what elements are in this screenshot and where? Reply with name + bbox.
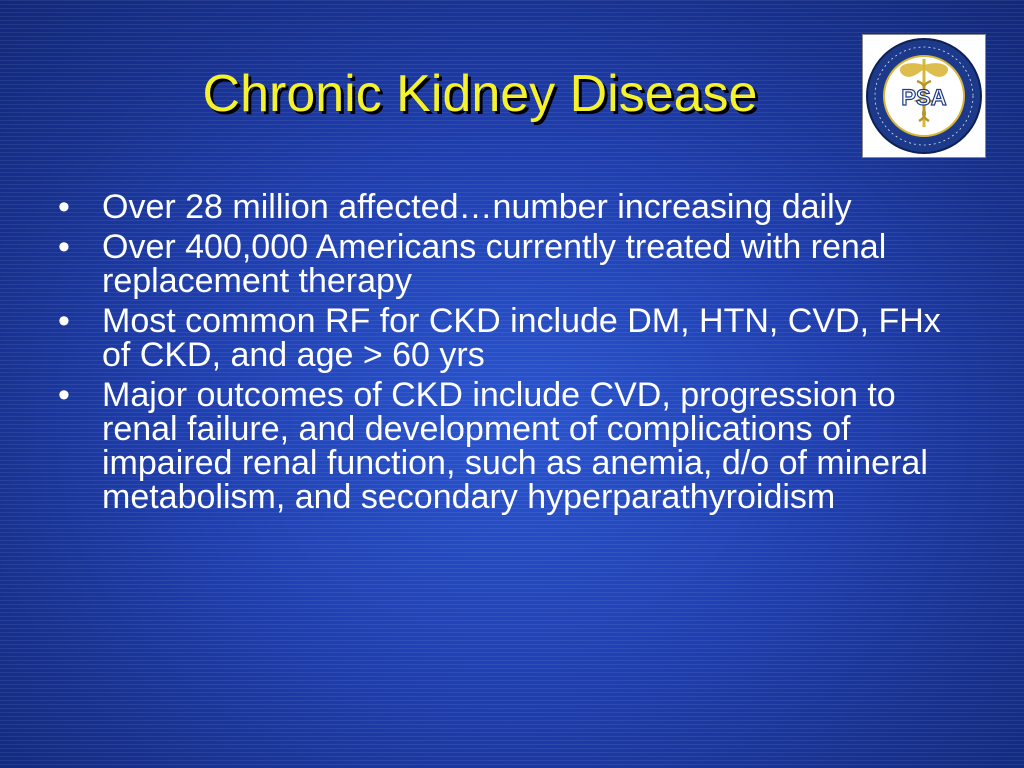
slide-title: Chronic Kidney Disease [202,65,758,123]
bullet-item [58,304,978,372]
bullet-marker: • [58,302,70,340]
bullet-text: Most common RF for CKD include DM, HTN, CVD, FHx of CKD, and age > 60 yrs [102,302,941,374]
bullet-text: Major outcomes of CKD include CVD, progression to renal failure, and development of complications of impaired renal function, such as anemia, d/o of mineral metabolism, and secondary hyperparathyroidism [102,376,928,516]
bullet-item [58,378,978,514]
bullet-marker: • [58,188,70,226]
program-seal-icon [863,35,985,157]
bullet-item [58,190,978,224]
bullet-text: Over 400,000 Americans currently treated with renal replacement therapy [102,228,887,300]
bullet-item [58,230,978,298]
bullet-marker: • [58,376,70,414]
bullet-text: Over 28 million affected…number increasing daily [102,188,852,226]
bullet-list [58,190,978,520]
bullet-marker: • [58,228,70,266]
program-seal-logo [862,34,986,158]
seal-emblem-letters: PSA [901,85,947,110]
